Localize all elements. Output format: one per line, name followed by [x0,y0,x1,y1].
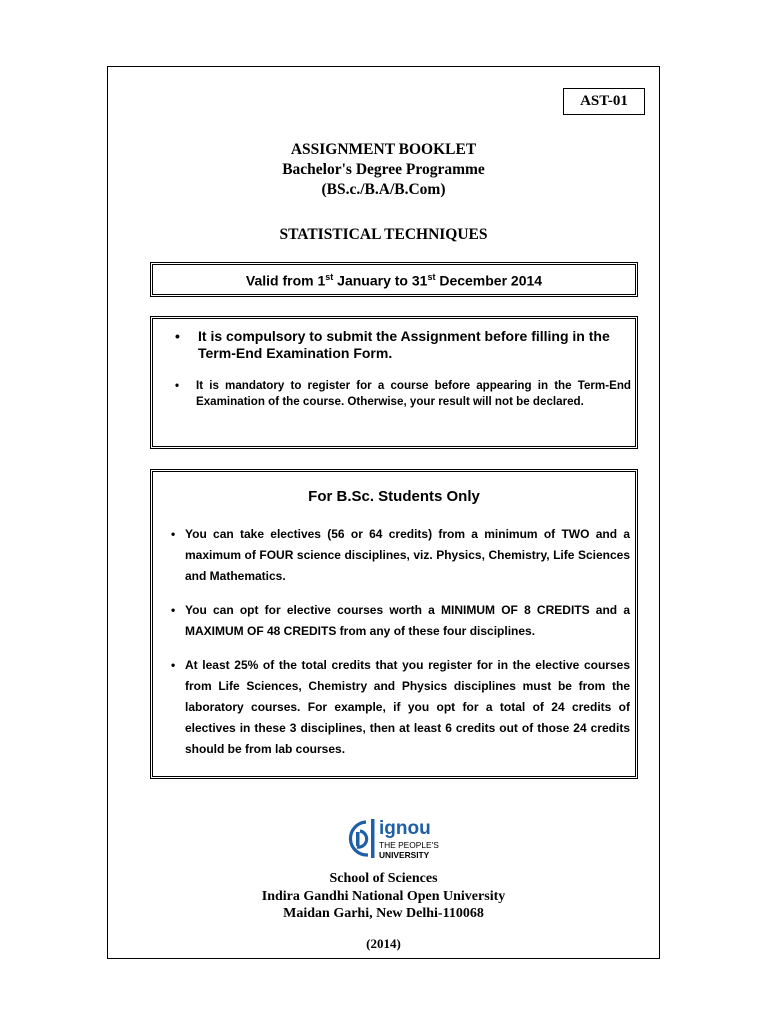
title-block [107,140,660,200]
school-name: School of Sciences [329,871,438,886]
bsc-students-box [150,469,638,779]
subject-title: STATISTICAL TECHNIQUES [279,226,488,243]
bsc-heading: For B.Sc. Students Only [308,488,480,505]
ignou-logo [339,815,449,863]
university-name: Indira Gandhi National Open University [261,888,506,904]
bullet-icon: • [171,603,176,617]
notice-item: • It is mandatory to register for a course before appearing in the Term-End Examination of the course. Otherwise, your result will not be declared. [175,379,631,408]
logo-tagline-1: THE PEOPLE'S [379,840,439,850]
bullet-icon: • [175,379,180,392]
logo-wordmark: ignou [379,818,431,839]
course-code-box [563,88,645,115]
year-label: (2014) [366,936,401,951]
bullet-icon: • [175,328,180,344]
programme-codes: (BS.c./B.A/B.Com) [321,181,446,198]
course-code: AST-01 [580,93,628,109]
programme-name: Bachelor's Degree Programme [282,161,485,178]
notice-box [150,316,638,449]
validity-box [150,262,638,297]
bsc-item: • At least 25% of the total credits that you register for in the elective courses from Life Sciences, Chemistry and Physics disciplines must be from the laboratory courses. For example, if you opt for a total of 24 credits of electives in these 3 disciplines, then at least 6 credits out of those 24 credits should be from lab courses. [171,655,630,760]
notice-item: • It is compulsory to submit the Assignment before filling in the Term-End Examination Form. [175,328,610,361]
logo-tagline-2: UNIVERSITY [379,850,430,860]
bullet-icon: • [171,527,176,541]
institution-footer [107,870,660,923]
bullet-icon: • [171,658,176,672]
validity-text: Valid from 1st January to 31st December 2014 [245,272,543,289]
university-address: Maidan Garhi, New Delhi-110068 [283,906,484,921]
bsc-item: • You can opt for elective courses worth a MINIMUM OF 8 CREDITS and a MAXIMUM OF 48 CREDITS from any of these four disciplines. [171,600,630,642]
bsc-item: • You can take electives (56 or 64 credits) from a minimum of TWO and a maximum of FOUR science disciplines, viz. Physics, Chemistry, Life Sciences and Mathematics. [171,524,630,587]
booklet-title: ASSIGNMENT BOOKLET [290,141,477,158]
